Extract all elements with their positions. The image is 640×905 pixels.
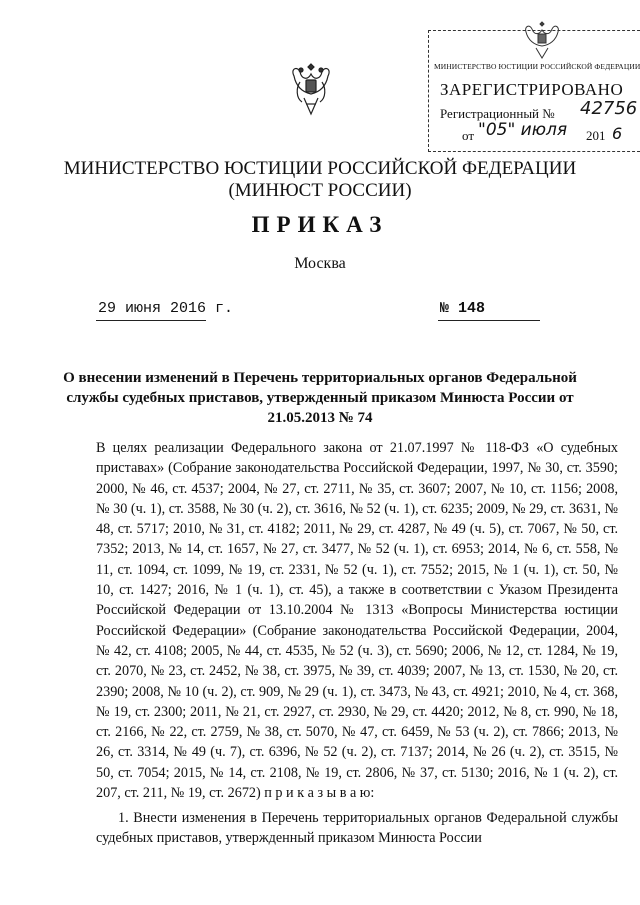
number-underline [438, 320, 540, 321]
stamp-date-handwritten: "05" июля [478, 120, 568, 140]
stamp-registration-number-label: Регистрационный № [440, 106, 555, 121]
order-number: № 148 [440, 300, 486, 317]
order-date: 29 июня 2016 г. [98, 300, 234, 317]
point-1-paragraph: 1. Внести изменения в Перечень территориальных органов Федеральной службы судебных приставов, утвержденный приказом Минюста России [96, 810, 618, 847]
order-title: ПРИКАЗ [251, 212, 389, 237]
stamp-registered-label: ЗАРЕГИСТРИРОВАНО [440, 80, 624, 99]
ministry-short-name: (МИНЮСТ РОССИИ) [228, 180, 412, 201]
city: Москва [294, 255, 346, 272]
stamp-year-prefix: 201 [586, 128, 606, 143]
date-underline [96, 320, 206, 321]
stamp-year-handwritten: 6 [612, 124, 623, 143]
stamp-emblem-icon [520, 18, 564, 62]
coat-of-arms-emblem [286, 58, 336, 118]
document-title: О внесении изменений в Перечень территориальных органов Федеральной службы судебных приставов, утвержденный приказом Минюста России от 21.05.2013 № 74 [63, 370, 577, 426]
stamp-ministry-label: МИНИСТЕРСТВО ЮСТИЦИИ РОССИЙСКОЙ ФЕДЕРАЦИИ [434, 62, 640, 71]
preamble-paragraph: В целях реализации Федерального закона от 21.07.1997 № 118-ФЗ «О судебных приставах» (Собрание законодательства Российской Федерации, 1997, № 30, ст. 3590; 2000, № 46, ст. 4537; 2004, № 27, ст. 2711, № 35, ст. 3607; 2007, № 10, ст. 1156; 2008, № 30 (ч. 1), ст. 3588, № 30 (ч. 2), ст. 3616, № 52 (ч. 1), ст. 6235; 2009, № 29, ст. 3631, № 48, ст. 5717; 2010, № 31, ст. 4182; 2011, № 29, ст. 4287, № 49 (ч. 5), ст. 7067, № 50, ст. 7352; 2013, № 14, ст. 1657, № 27, ст. 3477, № 52 (ч. 1), ст. 6953; 2014, № 6, ст. 558, № 11, ст. 1094, ст. 1099, № 19, ст. 2331, № 52 (ч. 1), ст. 7552; 2015, № 1 (ч. 1), ст. 50, № 10, ст. 1427; 2016, № 1 (ч. 1), ст. 45), а также в соответствии с Указом Президента Российской Федерации от 13.10.2004 № 1313 «Вопросы Министерства юстиции Российской Федерации» (Собрание законодательства Российской Федерации, 2004, № 42, ст. 4108; 2005, № 44, ст. 4535, № 52 (ч. 3), ст. 5690; 2006, № 12, ст. 1284, № 19, ст. 2070, № 23, ст. 2452, № 38, ст. 3975, № 39, ст. 4039; 2007, № 13, ст. 1530, № 20, ст. 2390; 2008, № 10 (ч. 2), ст. 909, № 29 (ч. 1), ст. 3473, № 43, ст. 4921; 2010, № 4, ст. 368, № 19, ст. 2300; 2011, № 21, ст. 2927, ст. 2930, № 29, ст. 4420; 2012, № 8, ст. 990, № 18, ст. 2166, № 22, ст. 2759, № 38, ст. 5070, № 47, ст. 6459, № 53 (ч. 2), ст. 7866; 2013, № 26, ст. 3314, № 49 (ч. 7), ст. 6396, № 52 (ч. 2), ст. 7137; 2014, № 26 (ч. 2), ст. 3515, № 50, ст. 7054; 2015, № 14, ст. 2108, № 19, ст. 2806, № 37, ст. 5130; 2016, № 1 (ч. 2), ст. 207, ст. 211, № 19, ст. 2672) п р и к а з ы в а ю: [96, 440, 618, 802]
ministry-name: МИНИСТЕРСТВО ЮСТИЦИИ РОССИЙСКОЙ ФЕДЕРАЦИИ [63, 158, 577, 179]
stamp-registration-number: 42756 [580, 98, 638, 119]
stamp-date-prefix: от [462, 128, 475, 143]
